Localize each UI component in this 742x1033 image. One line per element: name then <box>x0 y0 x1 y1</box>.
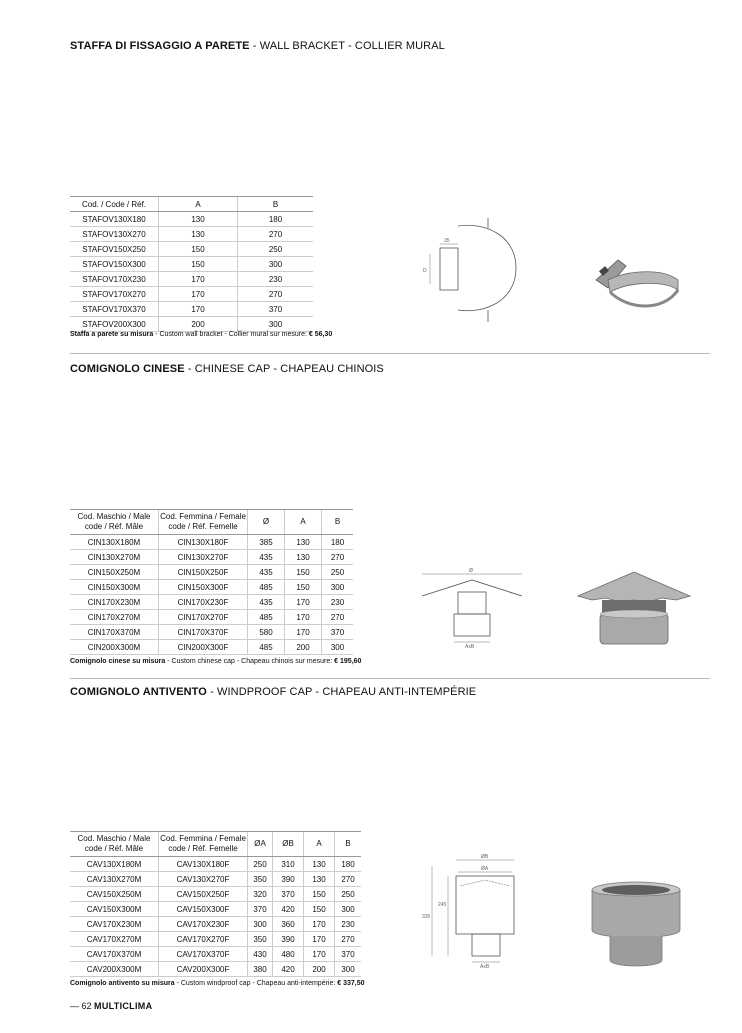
table-row <box>70 257 313 272</box>
table-cell: 300 <box>322 580 354 595</box>
table-cell: 385 <box>248 535 285 550</box>
table-cell: 150 <box>159 257 238 272</box>
table-cell: 130 <box>285 550 322 565</box>
table-cell: 250 <box>322 565 354 580</box>
column-header: Cod. Maschio / Male code / Réf. Mâle <box>70 510 159 535</box>
table-cell: 370 <box>335 947 362 962</box>
column-header: A <box>159 197 238 212</box>
table-row <box>70 917 361 932</box>
table-cell: 270 <box>238 227 314 242</box>
table-cell: 230 <box>322 595 354 610</box>
table-cell: 430 <box>248 947 273 962</box>
brand-name: MULTICLIMA <box>94 1001 153 1011</box>
table-cell: CIN130X270F <box>159 550 248 565</box>
table-cell: CAV170X230M <box>70 917 159 932</box>
wall-bracket-table <box>70 196 313 332</box>
table-cell: 435 <box>248 595 285 610</box>
table-cell: 150 <box>304 902 335 917</box>
table-cell: 180 <box>335 857 362 872</box>
column-header: B <box>335 832 362 857</box>
table-cell: 370 <box>322 625 354 640</box>
table-cell: CIN200X300F <box>159 640 248 655</box>
column-header: ØA <box>248 832 273 857</box>
table-row <box>70 227 313 242</box>
table-row <box>70 947 361 962</box>
table-cell: 485 <box>248 610 285 625</box>
table-cell: 380 <box>248 962 273 977</box>
chinese-cap-drawing <box>418 562 528 652</box>
chinese-cap-photo <box>574 568 694 650</box>
table-row <box>70 595 353 610</box>
table-cell: CAV150X300M <box>70 902 159 917</box>
table-cell: 300 <box>322 640 354 655</box>
windproof-cap-table <box>70 831 361 977</box>
table-cell: 300 <box>238 257 314 272</box>
table-row <box>70 625 353 640</box>
table-row <box>70 887 361 902</box>
table-cell: CIN130X180M <box>70 535 159 550</box>
wall-bracket-custom-note: Staffa a parete su misura - Custom wall bracket - Collier mural sur mesure: € 56,30 <box>70 331 333 338</box>
table-row <box>70 272 313 287</box>
table-cell: 170 <box>285 595 322 610</box>
column-header: Cod. Femmina / Female code / Réf. Femelle <box>159 510 248 535</box>
dim-label: 35 <box>444 238 450 244</box>
table-cell: 270 <box>238 287 314 302</box>
table-row <box>70 580 353 595</box>
table-cell: 170 <box>159 272 238 287</box>
table-cell: CAV130X270M <box>70 872 159 887</box>
table-row <box>70 565 353 580</box>
table-row <box>70 242 313 257</box>
table-cell: 250 <box>248 857 273 872</box>
table-cell: 180 <box>322 535 354 550</box>
section-divider <box>70 678 710 679</box>
table-row <box>70 640 353 655</box>
table-cell: 230 <box>238 272 314 287</box>
table-cell: 420 <box>273 962 304 977</box>
dim-label: ØB <box>481 854 489 860</box>
table-row <box>70 212 313 227</box>
dim-label: AxB <box>465 644 475 650</box>
table-cell: 180 <box>238 212 314 227</box>
table-cell: CAV170X270M <box>70 932 159 947</box>
table-row <box>70 902 361 917</box>
table-cell: 485 <box>248 580 285 595</box>
table-cell: STAFOV170X370 <box>70 302 159 317</box>
table-cell: 170 <box>159 302 238 317</box>
table-cell: 130 <box>159 212 238 227</box>
section-title-chinese-cap: COMIGNOLO CINESE - CHINESE CAP - CHAPEAU CHINOIS <box>70 363 384 375</box>
table-cell: STAFOV130X270 <box>70 227 159 242</box>
section-title-wall-bracket: STAFFA DI FISSAGGIO A PARETE - WALL BRACKET - COLLIER MURAL <box>70 40 445 52</box>
table-cell: CIN170X370M <box>70 625 159 640</box>
table-row <box>70 302 313 317</box>
table-cell: CAV170X270F <box>159 932 248 947</box>
table-cell: 480 <box>273 947 304 962</box>
table-cell: STAFOV130X180 <box>70 212 159 227</box>
table-cell: CIN130X270M <box>70 550 159 565</box>
table-cell: 310 <box>273 857 304 872</box>
table-cell: CIN150X250M <box>70 565 159 580</box>
page-number: — 62 <box>70 1001 92 1011</box>
table-cell: CIN150X250F <box>159 565 248 580</box>
table-row <box>70 962 361 977</box>
dim-label: AxB <box>480 964 490 970</box>
table-cell: CIN170X270F <box>159 610 248 625</box>
dim-label: Ø <box>469 568 473 574</box>
table-cell: 270 <box>335 932 362 947</box>
table-row <box>70 932 361 947</box>
table-cell: CIN150X300M <box>70 580 159 595</box>
chinese-cap-table <box>70 509 353 655</box>
section-title-windproof-cap: COMIGNOLO ANTIVENTO - WINDPROOF CAP - CHAPEAU ANTI-INTEMPÉRIE <box>70 686 477 698</box>
dim-label: 335 <box>422 914 431 920</box>
windproof-cap-custom-note: Comignolo antivento su misura - Custom windproof cap - Chapeau anti-intempérie: € 337,50 <box>70 980 365 987</box>
table-cell: CAV200X300F <box>159 962 248 977</box>
table-cell: 130 <box>159 227 238 242</box>
table-cell: 230 <box>335 917 362 932</box>
table-cell: 150 <box>285 565 322 580</box>
table-cell: 150 <box>304 887 335 902</box>
table-cell: 200 <box>304 962 335 977</box>
table-cell: 435 <box>248 550 285 565</box>
table-cell: 130 <box>285 535 322 550</box>
table-cell: 300 <box>335 962 362 977</box>
table-row <box>70 317 313 332</box>
table-cell: 360 <box>273 917 304 932</box>
table-cell: CIN130X180F <box>159 535 248 550</box>
table-cell: 150 <box>159 242 238 257</box>
column-header: B <box>238 197 314 212</box>
table-cell: 300 <box>238 317 314 332</box>
table-row <box>70 872 361 887</box>
table-cell: STAFOV170X230 <box>70 272 159 287</box>
table-cell: 150 <box>285 580 322 595</box>
table-cell: 390 <box>273 932 304 947</box>
table-cell: 320 <box>248 887 273 902</box>
table-cell: CAV170X230F <box>159 917 248 932</box>
table-cell: 170 <box>159 287 238 302</box>
table-cell: CAV200X300M <box>70 962 159 977</box>
windproof-cap-drawing <box>418 852 528 972</box>
table-cell: 270 <box>322 550 354 565</box>
table-cell: 130 <box>304 872 335 887</box>
table-cell: 350 <box>248 932 273 947</box>
column-header: Cod. / Code / Réf. <box>70 197 159 212</box>
table-row <box>70 857 361 872</box>
table-cell: 420 <box>273 902 304 917</box>
table-cell: CAV150X250F <box>159 887 248 902</box>
section-divider <box>70 353 710 354</box>
table-cell: 580 <box>248 625 285 640</box>
table-cell: 300 <box>248 917 273 932</box>
table-cell: CIN150X300F <box>159 580 248 595</box>
table-cell: CIN170X230M <box>70 595 159 610</box>
table-cell: 350 <box>248 872 273 887</box>
table-cell: STAFOV200X300 <box>70 317 159 332</box>
dim-label: 245 <box>438 902 447 908</box>
table-cell: CAV170X370F <box>159 947 248 962</box>
column-header: Cod. Maschio / Male code / Réf. Mâle <box>70 832 159 857</box>
table-cell: CAV130X270F <box>159 872 248 887</box>
table-cell: STAFOV150X300 <box>70 257 159 272</box>
table-cell: STAFOV150X250 <box>70 242 159 257</box>
table-cell: 370 <box>273 887 304 902</box>
column-header: Cod. Femmina / Female code / Réf. Femelle <box>159 832 248 857</box>
page-footer <box>70 1001 152 1011</box>
table-cell: 485 <box>248 640 285 655</box>
table-cell: CIN170X270M <box>70 610 159 625</box>
table-cell: 300 <box>335 902 362 917</box>
table-cell: CAV170X370M <box>70 947 159 962</box>
table-cell: CAV150X250M <box>70 887 159 902</box>
windproof-cap-photo <box>588 878 684 974</box>
dim-label: D <box>423 268 427 274</box>
table-cell: CAV130X180M <box>70 857 159 872</box>
dim-label: ØA <box>481 866 489 872</box>
table-cell: 370 <box>238 302 314 317</box>
table-cell: 170 <box>304 947 335 962</box>
table-cell: 270 <box>322 610 354 625</box>
wall-bracket-photo <box>578 250 688 320</box>
table-cell: 270 <box>335 872 362 887</box>
table-cell: 390 <box>273 872 304 887</box>
table-cell: 435 <box>248 565 285 580</box>
table-cell: 170 <box>304 932 335 947</box>
table-row <box>70 287 313 302</box>
column-header: A <box>304 832 335 857</box>
table-cell: CIN170X230F <box>159 595 248 610</box>
table-cell: 170 <box>285 610 322 625</box>
table-cell: 250 <box>238 242 314 257</box>
table-cell: 200 <box>285 640 322 655</box>
table-cell: 170 <box>285 625 322 640</box>
table-cell: 200 <box>159 317 238 332</box>
table-row <box>70 535 353 550</box>
column-header: ØB <box>273 832 304 857</box>
table-cell: CAV150X300F <box>159 902 248 917</box>
table-row <box>70 550 353 565</box>
wall-bracket-drawing <box>418 214 528 326</box>
table-cell: 370 <box>248 902 273 917</box>
table-cell: STAFOV170X270 <box>70 287 159 302</box>
chinese-cap-custom-note: Comignolo cinese su misura - Custom chinese cap - Chapeau chinois sur mesure: € 195,60 <box>70 658 362 665</box>
table-cell: CIN200X300M <box>70 640 159 655</box>
column-header: A <box>285 510 322 535</box>
table-cell: 170 <box>304 917 335 932</box>
column-header: Ø <box>248 510 285 535</box>
table-row <box>70 610 353 625</box>
table-cell: CIN170X370F <box>159 625 248 640</box>
column-header: B <box>322 510 354 535</box>
table-cell: 130 <box>304 857 335 872</box>
table-cell: 250 <box>335 887 362 902</box>
table-cell: CAV130X180F <box>159 857 248 872</box>
